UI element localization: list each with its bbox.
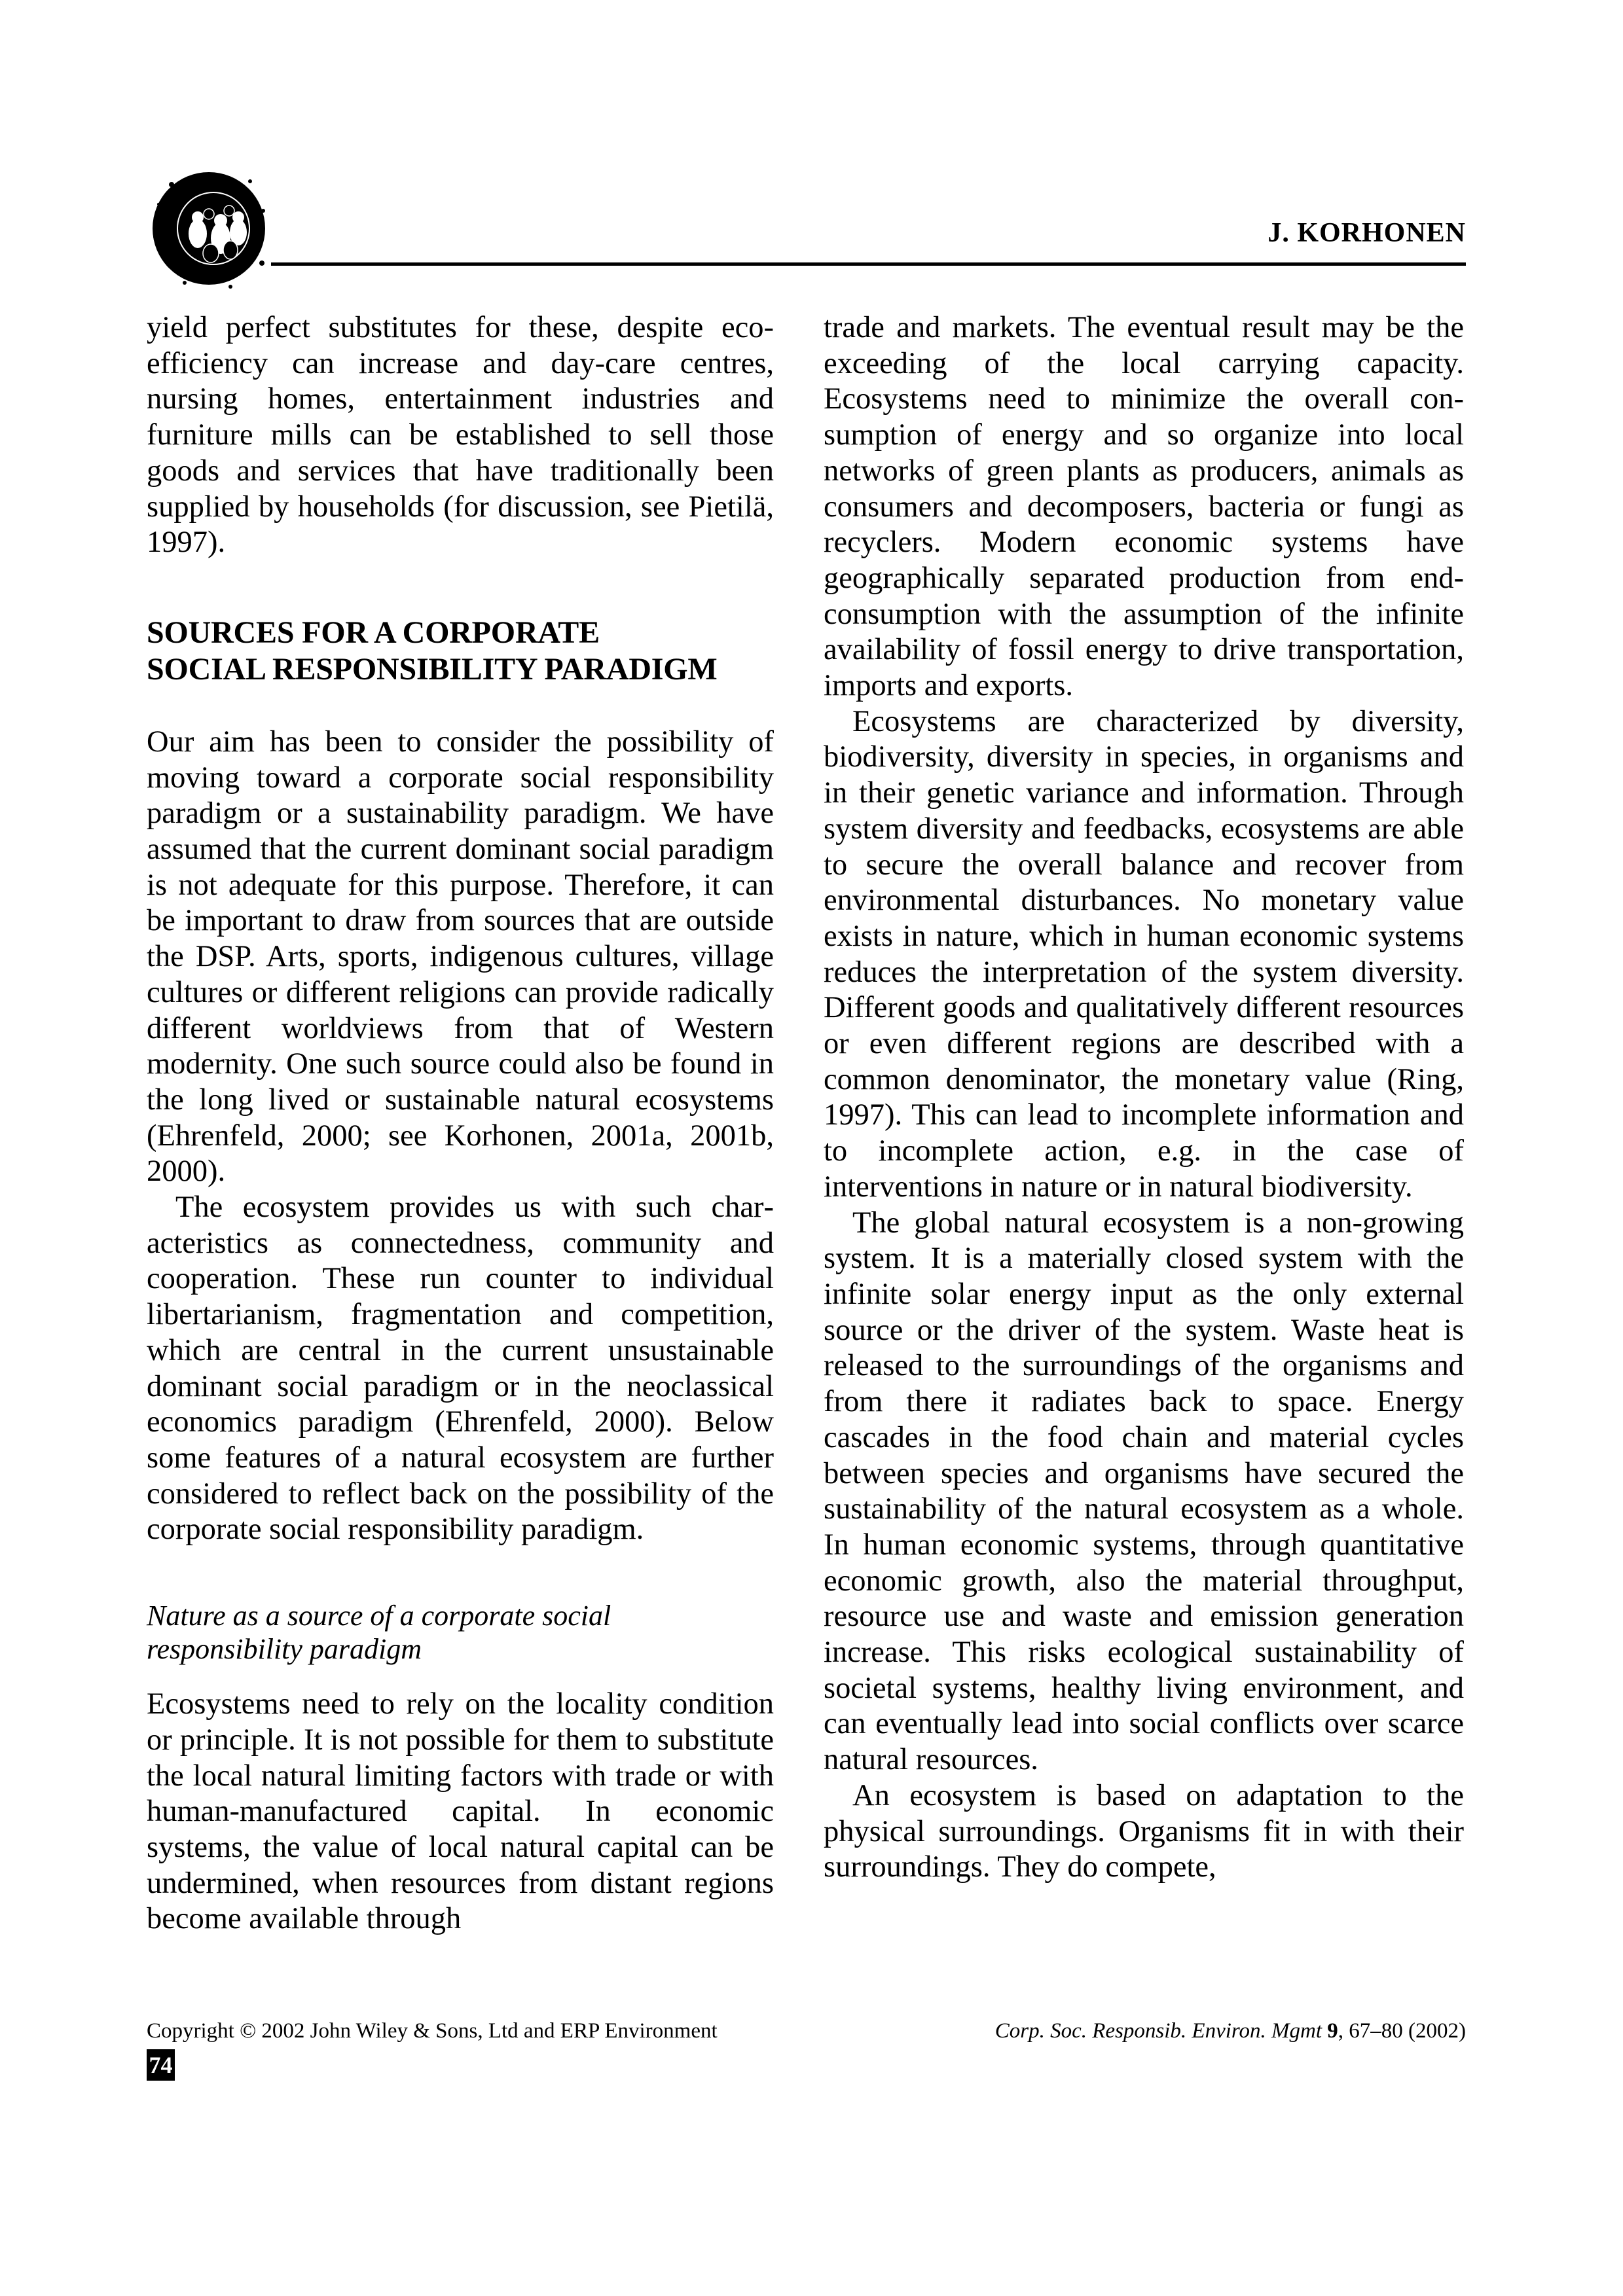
subsection-heading — [147, 1599, 774, 1666]
running-head-author: J. KORHONEN — [1267, 218, 1466, 248]
paragraph: The ecosystem provides us with such characteristics as connectedness, community and cooperation. These run counter to individual libertarianism, fragmentation and competition, which are central in the current unsustainable dominant social paradigm or in the neoclassical economics paradigm (Ehrenfeld, 2000). Below some features of a natural ecosystem are further considered to reflect back on the possibility of the corporate social responsibility paradigm. — [147, 1191, 774, 1547]
journal-volume: 9 — [1327, 2019, 1338, 2043]
header-rule — [271, 262, 1466, 266]
subsection-heading-line-2: responsibility paradigm — [147, 1633, 422, 1666]
journal-pages-year: , 67–80 (2002) — [1338, 2019, 1466, 2043]
paragraph: Ecosystems need to rely on the locality condition or principle. It is not possible for them to substitute the local natural limiting factors with trade or with human-manufactured capital. In economic systems, the value of local natural capital can be undermined, when resources from distant regions become available through — [147, 1687, 774, 1936]
journal-logo-icon — [145, 165, 273, 293]
journal-abbreviation: Corp. Soc. Responsib. Environ. Mgmt — [994, 2019, 1322, 2043]
paragraph-continuation: yield perfect substitutes for these, despite eco-efficiency can increase and day-care centres, nursing homes, entertainment industries and furniture mills can be established to sell those goods and services that have traditionally been supplied by households (for discussion, see Pietilä, 1997). — [147, 311, 774, 560]
section-heading-line-2: SOCIAL RESPONSIBILITY PARADIGM — [147, 651, 718, 687]
section-heading — [147, 615, 774, 688]
journal-citation — [995, 2019, 1466, 2043]
subsection-heading-line-1: Nature as a source of a corporate social — [147, 1600, 611, 1632]
paragraph: The global natural ecosystem is a non-growing system. It is a materially closed system with the infinite solar energy input as the only external source or the driver of the system. Waste heat is released to the surroundings of the organisms and from there it radiates back to space. Energy cascades in the food chain and material cycles between species and organisms have secured the sustainability of the natural ecosystem as a whole. In human economic systems, through quantitative economic growth, also the material throughput, resource use and waste and emission generation increase. This risks ecological sustainability of societal systems, healthy living environment, and can eventually lead into social conflicts over scarce natural resources. — [824, 1206, 1464, 1777]
copyright-notice: Copyright © 2002 John Wiley & Sons, Ltd and ERP Environment — [147, 2019, 718, 2043]
left-column — [147, 310, 774, 1937]
paragraph-continuation: trade and markets. The eventual result may be the exceeding of the local carrying capacity. Ecosystems need to minimize the overall consumption of energy and so organize into local networks of green plants as producers, animals as consumers and decomposers, bacteria or fungi as recyclers. Modern economic systems have geographically separated production from end-consumption with the assumption of the infinite availability of fossil energy to drive transportation, imports and exports. — [824, 311, 1464, 703]
right-column — [824, 310, 1464, 1886]
paragraph: An ecosystem is based on adaptation to the physical surroundings. Organisms fit in with their surroundings. They do compete, — [824, 1778, 1464, 1884]
page-number: 74 — [147, 2049, 175, 2081]
paragraph: Our aim has been to consider the possibility of moving toward a corporate social responsibility paradigm or a sustainability paradigm. We have assumed that the current dominant social paradigm is not adequate for this purpose. Therefore, it can be important to draw from sources that are outside the DSP. Arts, sports, indigenous cultures, village cultures or different religions can provide radically different worldviews from that of Western modernity. One such source could also be found in the long lived or sustainable natural ecosystems (Ehrenfeld, 2000; see Korhonen, 2001a, 2001b, 2000). — [147, 725, 774, 1189]
paragraph: Ecosystems are characterized by diversity, biodiversity, diversity in species, in organisms and in their genetic variance and information. Through system diversity and feedbacks, ecosystems are able to secure the overall balance and recover from environmental disturbances. No monetary value exists in nature, which in human economic systems reduces the interpretation of the system diversity. Different goods and qualitatively different resources or even different regions are described with a common denominator, the monetary value (Ring, 1997). This can lead to incomplete information and to incomplete action, e.g. in the case of interventions in nature or in natural biodiversity. — [824, 704, 1464, 1204]
section-heading-line-1: SOURCES FOR A CORPORATE — [147, 615, 600, 650]
